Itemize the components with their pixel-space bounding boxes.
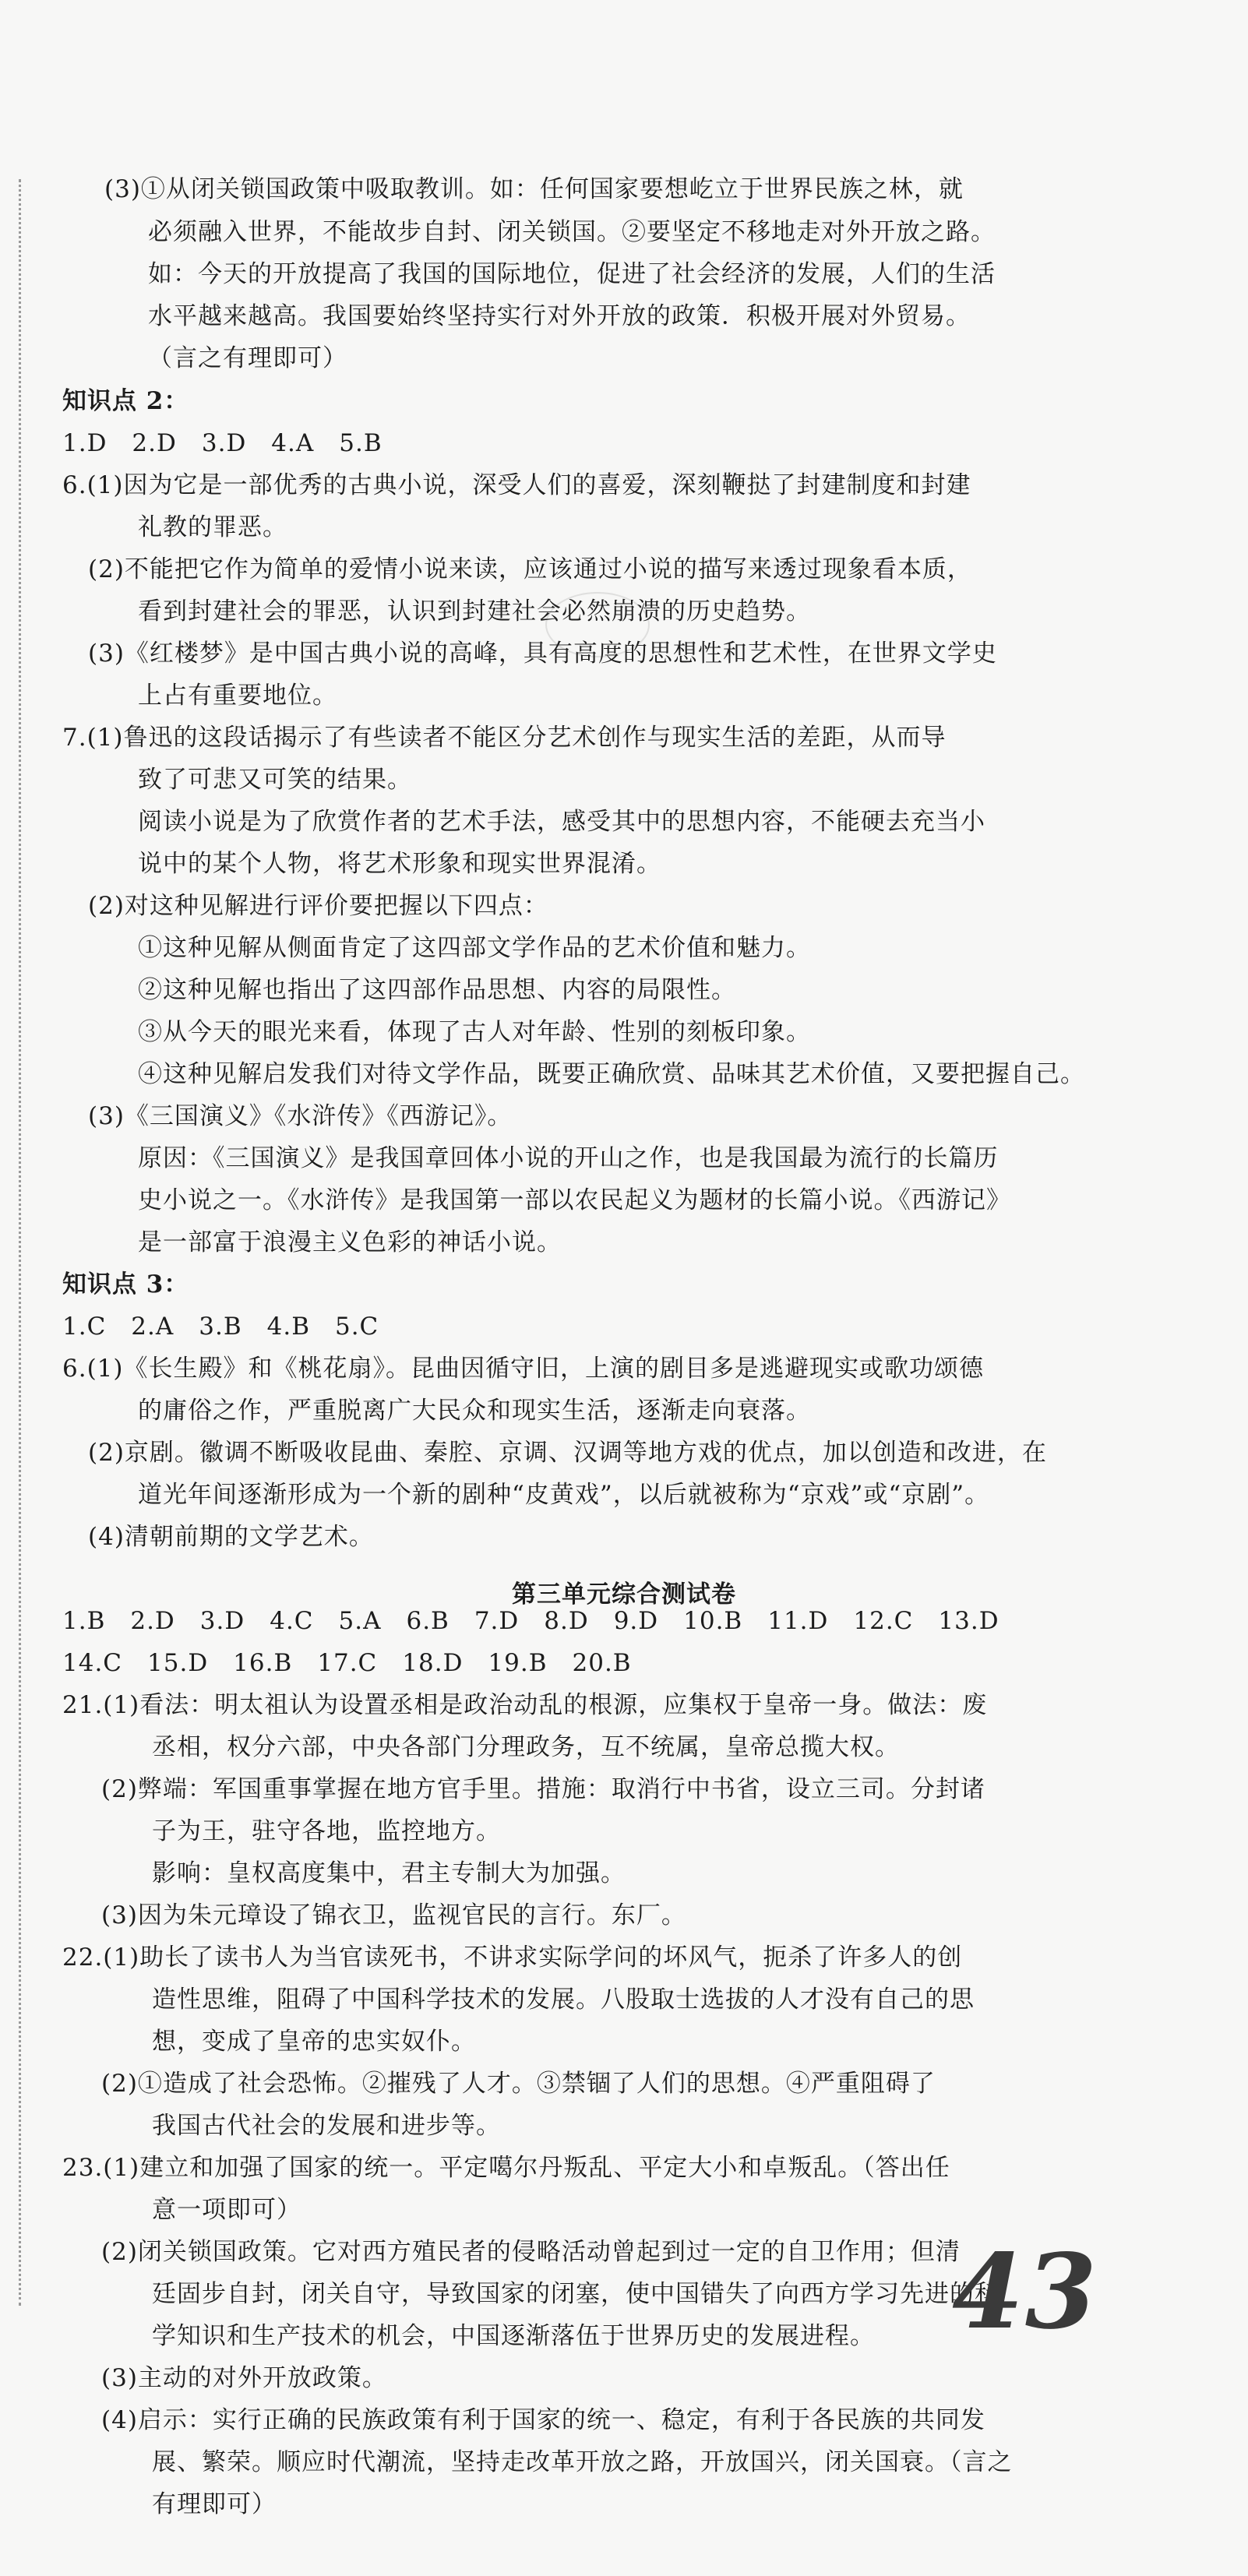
answer-line: 造性思维，阻碍了中国科学技术的发展。八股取士选拔的人才没有自己的思 (152, 1986, 975, 2014)
section-title: 第三单元综合测试卷 (512, 1580, 736, 1609)
answer-line: 意一项即可） (152, 2196, 301, 2224)
answer-line: 有理即可） (152, 2490, 277, 2518)
answer-line: ④这种见解启发我们对待文学作品，既要正确欣赏、品味其艺术价值，又要把握自己。 (138, 1060, 1085, 1088)
answer-line: 原因：《三国演义》是我国章回体小说的开山之作，也是我国最为流行的长篇历 (138, 1144, 999, 1172)
answer-line: 22.(1)助长了读书人为当官读死书，不讲求实际学问的坏风气，扼杀了许多人的创 (62, 1943, 963, 1972)
answer-line: ②这种见解也指出了这四部作品思想、内容的局限性。 (138, 976, 736, 1004)
answer-line: 我国古代社会的发展和进步等。 (152, 2112, 501, 2140)
answer-line: 6.(1)《长生殿》和《桃花扇》。昆曲因循守旧，上演的剧目多是逃避现实或歌功颂德 (62, 1355, 984, 1383)
answer-line: (3)《三国演义》《水浒传》《西游记》。 (88, 1102, 513, 1130)
answer-line: 丞相，权分六部，中央各部门分理政务，互不统属，皇帝总揽大权。 (152, 1733, 900, 1761)
answer-line: (2)京剧。徽调不断吸收昆曲、秦腔、京调、汉调等地方戏的优点，加以创造和改进，在 (88, 1439, 1047, 1467)
answer-line: 影响：皇权高度集中，君主专制大为加强。 (152, 1859, 626, 1887)
answer-line: (2)对这种见解进行评价要把握以下四点： (88, 892, 548, 920)
answer-line: 礼教的罪恶。 (138, 513, 287, 541)
answer-line: 23.(1)建立和加强了国家的统一。平定噶尔丹叛乱、平定大小和卓叛乱。（答出任 (62, 2154, 950, 2182)
answer-line: (3)主动的对外开放政策。 (101, 2364, 387, 2392)
answer-line: 的庸俗之作，严重脱离广大民众和现实生活，逐渐走向衰落。 (138, 1397, 811, 1425)
page-number: 43 (952, 2232, 1098, 2352)
answer-line: 想，变成了皇帝的忠实奴仆。 (152, 2028, 476, 2056)
answer-line: (3)①从闭关锁国政策中吸取教训。如：任何国家要想屹立于世界民族之林，就 (104, 175, 964, 203)
answer-line: 21.(1)看法：明太祖认为设置丞相是政治动乱的根源，应集权于皇帝一身。做法：废 (62, 1691, 988, 1719)
answer-line: (4)清朝前期的文学艺术。 (88, 1523, 374, 1551)
answer-line: 必须融入世界，不能故步自封、闭关锁国。②要坚定不移地走对外开放之路。 (148, 218, 996, 246)
answer-line: 水平越来越高。我国要始终坚持实行对外开放的政策．积极开展对外贸易。 (148, 302, 971, 330)
answer-line: 1.D 2.D 3.D 4.A 5.B (62, 429, 383, 457)
answer-line: (3)因为朱元璋设了锦衣卫，监视官民的言行。东厂。 (101, 1901, 686, 1929)
answer-line: (3)《红楼梦》是中国古典小说的高峰，具有高度的思想性和艺术性，在世界文学史 (88, 640, 997, 668)
answer-line: 道光年间逐渐形成为一个新的剧种“皮黄戏”，以后就被称为“京戏”或“京剧”。 (138, 1481, 990, 1509)
answer-line: 7.(1)鲁迅的这段话揭示了有些读者不能区分艺术创作与现实生活的差距，从而导 (62, 724, 947, 752)
answer-line: 史小说之一。《水浒传》是我国第一部以农民起义为题材的长篇小说。《西游记》 (138, 1186, 1011, 1214)
answer-line: （言之有理即可） (148, 344, 347, 372)
answer-line: (2)弊端：军国重事掌握在地方官手里。措施：取消行中书省，设立三司。分封诸 (101, 1775, 985, 1803)
answer-line: 子为王，驻守各地，监控地方。 (152, 1817, 501, 1845)
answer-line: ①这种见解从侧面肯定了这四部文学作品的艺术价值和魅力。 (138, 934, 811, 962)
answer-line: 学知识和生产技术的机会，中国逐渐落伍于世界历史的发展进程。 (152, 2322, 875, 2350)
answer-line: ③从今天的眼光来看，体现了古人对年龄、性别的刻板印象。 (138, 1018, 811, 1046)
section-heading: 知识点 2： (62, 387, 189, 415)
answer-line: (2)不能把它作为简单的爱情小说来读，应该通过小说的描写来透过现象看本质， (88, 555, 972, 583)
answer-line: 致了可悲又可笑的结果。 (138, 766, 412, 794)
answer-line: 上占有重要地位。 (138, 682, 337, 710)
answer-line: 说中的某个人物，将艺术形象和现实世界混淆。 (138, 850, 661, 878)
answer-line: 展、繁荣。顺应时代潮流，坚持走改革开放之路，开放国兴，闭关国衰。（言之 (152, 2448, 1013, 2476)
answer-line: 6.(1)因为它是一部优秀的古典小说，深受人们的喜爱，深刻鞭挞了封建制度和封建 (62, 471, 971, 499)
answer-line: 如：今天的开放提高了我国的国际地位，促进了社会经济的发展，人们的生活 (148, 260, 996, 288)
answer-line: (2)闭关锁国政策。它对西方殖民者的侵略活动曾起到过一定的自卫作用；但清 (101, 2238, 961, 2266)
answer-line: (4)启示：实行正确的民族政策有利于国家的统一、稳定，有利于各民族的共同发 (101, 2406, 985, 2434)
answer-line: 阅读小说是为了欣赏作者的艺术手法，感受其中的思想内容，不能硬去充当小 (138, 808, 985, 836)
answer-line: 14.C 15.D 16.B 17.C 18.D 19.B 20.B (62, 1649, 632, 1677)
section-heading: 知识点 3： (62, 1270, 189, 1299)
answer-line: 1.B 2.D 3.D 4.C 5.A 6.B 7.D 8.D 9.D 10.B 11.D 12.C 13.D (62, 1607, 999, 1635)
binding-dotted-line (19, 179, 21, 2306)
answer-line: 看到封建社会的罪恶，认识到封建社会必然崩溃的历史趋势。 (138, 597, 811, 625)
answer-line: 1.C 2.A 3.B 4.B 5.C (62, 1313, 379, 1341)
answer-line: 是一部富于浪漫主义色彩的神话小说。 (138, 1228, 562, 1256)
answer-line: (2)①造成了社会恐怖。②摧残了人才。③禁锢了人们的思想。④严重阻碍了 (101, 2070, 936, 2098)
answer-line: 廷固步自封，闭关自守，导致国家的闭塞，使中国错失了向西方学习先进的科 (152, 2280, 999, 2308)
